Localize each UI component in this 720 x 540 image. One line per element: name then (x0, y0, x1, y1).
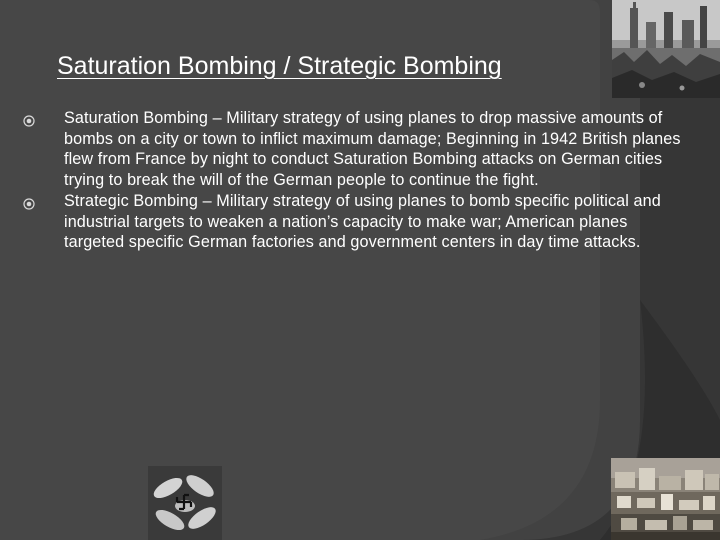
bullet-text: Strategic Bombing – Military strategy of using planes to bomb specific political and industrial targets to weaken a nation’s capacity to make war; American planes targeted specific German factories and government centers in day time attacks. (64, 191, 661, 252)
bullet-list (22, 108, 692, 253)
swastika-hands-photo-icon (148, 466, 222, 540)
city-ruins-photo-icon (611, 458, 720, 540)
circle-bullet-icon (23, 112, 35, 124)
bullet-item-saturation (22, 108, 692, 191)
slide-title: Saturation Bombing / Strategic Bombing (57, 52, 502, 80)
bombed-city-photo-icon (612, 0, 720, 98)
bullet-text: Saturation Bombing – Military strategy of using planes to drop massive amounts of bombs on a city or town to inflict maximum damage; Beginning in 1942 British planes flew from France by night to conduct Saturation Bombing attacks on German cities trying to break the will of the German people to continue the fight. (64, 109, 681, 190)
bullet-item-strategic (22, 191, 692, 253)
circle-bullet-icon (23, 195, 35, 207)
